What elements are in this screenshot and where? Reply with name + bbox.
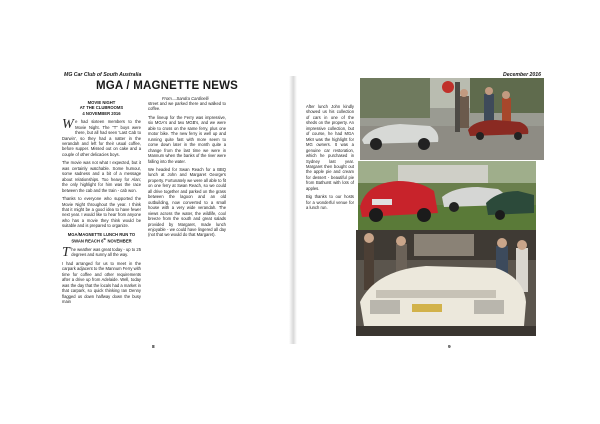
byline: From....Sandra Cardinelli (162, 96, 209, 101)
paragraph-text: he weather was great today - up to 25 degrees and sunny all the way. (71, 247, 141, 258)
heading-text: SWAN REACH 6 (71, 238, 104, 244)
page-spine-shadow-right (293, 76, 297, 344)
page-number-left: 8 (152, 345, 155, 350)
heading-text: NOVEMBER (106, 238, 132, 244)
drop-cap: T (62, 245, 70, 261)
heading-line-1: MOVIE NIGHT (87, 100, 116, 105)
movie-night-heading (62, 100, 141, 116)
paragraph (62, 119, 141, 157)
paragraph: The lineup for the Ferry was impressive, six MGA's and two MGB's, and we were able to cross on the same ferry, plus one motor bike. The new ferry is well up and running quite fast with more seem to come down later in the month quite a change from the last time we were in Mannum when the banks of the river were falling into the water. (148, 114, 226, 164)
column-middle (148, 101, 226, 241)
paragraph: street and we parked there and walked to coffee. (148, 101, 226, 112)
paragraph: Thanks to everyone who supported the Movie Night throughout the year. I think that it might be a good idea to have fewer next year. I would like to hear from anyone who has a movie they think would be suitable and is prepared to organize. (62, 196, 141, 229)
heading-line-1: MGA/MAGNETTE LUNCH RUN TO (67, 231, 136, 237)
paragraph: We headed for Swan Reach for a BBQ lunch at John and Margaret George's property. Fortunately we were all able to fit on one ferry at Swan Reach, so we could all drive together and parked on the grass between the lagoon and an old outbuilding, now converted to a small house with a very wide verandah. The views across the water, the wildlife, cool breeze from the south and great salads provided by Margaret, made lunch enjoyable - we could have lingered all day (not that we would do that Margaret). (148, 166, 226, 238)
paragraph-text: e had sixteen members to the Movie Night. The "T" boys were there, but all had seen 'Last Cab to Darwin', so they had a natter in the verandah and left for their usual coffee, before supper. Missed out on cake and a couple of other delicacies boys. (62, 119, 141, 157)
red-mga-image (358, 161, 536, 230)
heading-line-2: AT THE CLUBROOMS (79, 105, 124, 111)
heading-line-2 (62, 237, 141, 244)
ferry-lineup-image (360, 78, 544, 160)
issue-date-header: December 2016 (503, 72, 542, 78)
photo-shed-cars (356, 230, 536, 336)
column-left (62, 100, 141, 308)
heading-line-3: 4 NOVEMBER 2016 (82, 110, 121, 116)
paragraph: After lunch John kindly showed us his collection of cars in one of the sheds on the property. An impressive collection, but of course, he had MGA MkII was the highlight for MG owners. It was a genuine car restoration, which he purchased in Sydney last year. Margaret then bought out the apple pie and cream for dessert - beautiful pie from Bathurst with lots of apples. (306, 104, 354, 191)
paragraph: Big thanks to our hosts for a wonderful venue for a lunch run. (306, 194, 354, 211)
drop-cap: W (62, 117, 74, 133)
photo-red-mga-grass (358, 161, 536, 230)
heading-superscript: th (103, 237, 107, 242)
column-right (306, 104, 354, 214)
paragraph (62, 245, 141, 261)
lunch-run-heading (62, 232, 141, 244)
club-header: MG Car Club of South Australia (64, 72, 142, 78)
page-number-right: 9 (448, 345, 451, 350)
page-title: MGA / MAGNETTE NEWS (96, 80, 239, 92)
shed-cars-image (356, 230, 536, 336)
paragraph: The movie was not what I expected, but it was certainly watchable. Some humour, some sadness and a bit of a message about relationships. Too heavy for Alan; the only highlight for him was the race between the cab and the train - cab won. (62, 160, 141, 193)
photo-ferry-lineup (360, 78, 544, 160)
paragraph: I had arranged for us to meet in the carpark adjacent to the Mannum Ferry with time for coffee and other requirements after a drive up from Adelaide. Well, today was the day that the locals had a market in that carpark, so quick thinking Ian Denny flagged us down halfway down the busy main (62, 260, 141, 305)
